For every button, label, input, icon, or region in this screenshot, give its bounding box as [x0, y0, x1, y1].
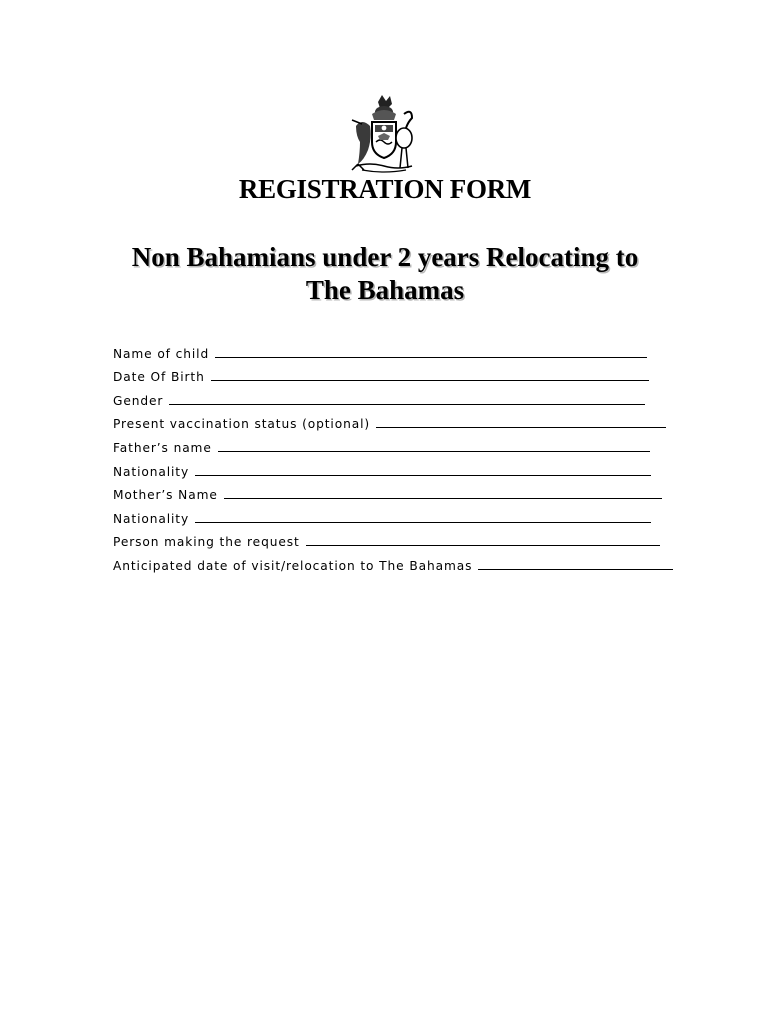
field-vaccination-status [113, 408, 673, 432]
field-label: Nationality [113, 511, 190, 526]
field-name-of-child [113, 337, 673, 361]
field-father-nationality [113, 455, 673, 479]
field-label: Name of child [113, 346, 210, 361]
anticipated-date-input-line[interactable] [478, 568, 673, 570]
field-gender [113, 384, 673, 408]
name-of-child-input-line[interactable] [215, 356, 647, 358]
form-subtitle [60, 241, 710, 307]
field-date-of-birth [113, 361, 673, 385]
field-mother-nationality [113, 502, 673, 526]
date-of-birth-input-line[interactable] [211, 379, 649, 381]
person-making-request-input-line[interactable] [306, 544, 660, 546]
fathers-name-input-line[interactable] [218, 450, 650, 452]
field-label: Anticipated date of visit/relocation to The Bahamas [113, 558, 473, 573]
form-subtitle-line-2: The Bahamas [305, 275, 465, 305]
field-label: Nationality [113, 464, 190, 479]
field-mothers-name [113, 479, 673, 503]
field-label: Mother’s Name [113, 488, 218, 503]
field-label: Person making the request [113, 535, 300, 550]
field-label: Father’s name [113, 440, 212, 455]
field-fathers-name [113, 431, 673, 455]
mothers-name-input-line[interactable] [224, 497, 662, 499]
field-label: Present vaccination status (optional) [113, 417, 371, 432]
bahamas-coat-of-arms-icon [342, 92, 426, 176]
form-subtitle-line-1: Non Bahamians under 2 years Relocating to [131, 242, 639, 272]
gender-input-line[interactable] [169, 403, 645, 405]
vaccination-status-input-line[interactable] [376, 426, 666, 428]
form-title: REGISTRATION FORM [238, 174, 532, 204]
field-label: Date Of Birth [113, 370, 205, 385]
field-person-making-request [113, 526, 673, 550]
field-label: Gender [113, 393, 164, 408]
father-nationality-input-line[interactable] [195, 474, 651, 476]
field-anticipated-date [113, 549, 673, 573]
mother-nationality-input-line[interactable] [195, 521, 651, 523]
form-fields-list [113, 337, 673, 573]
